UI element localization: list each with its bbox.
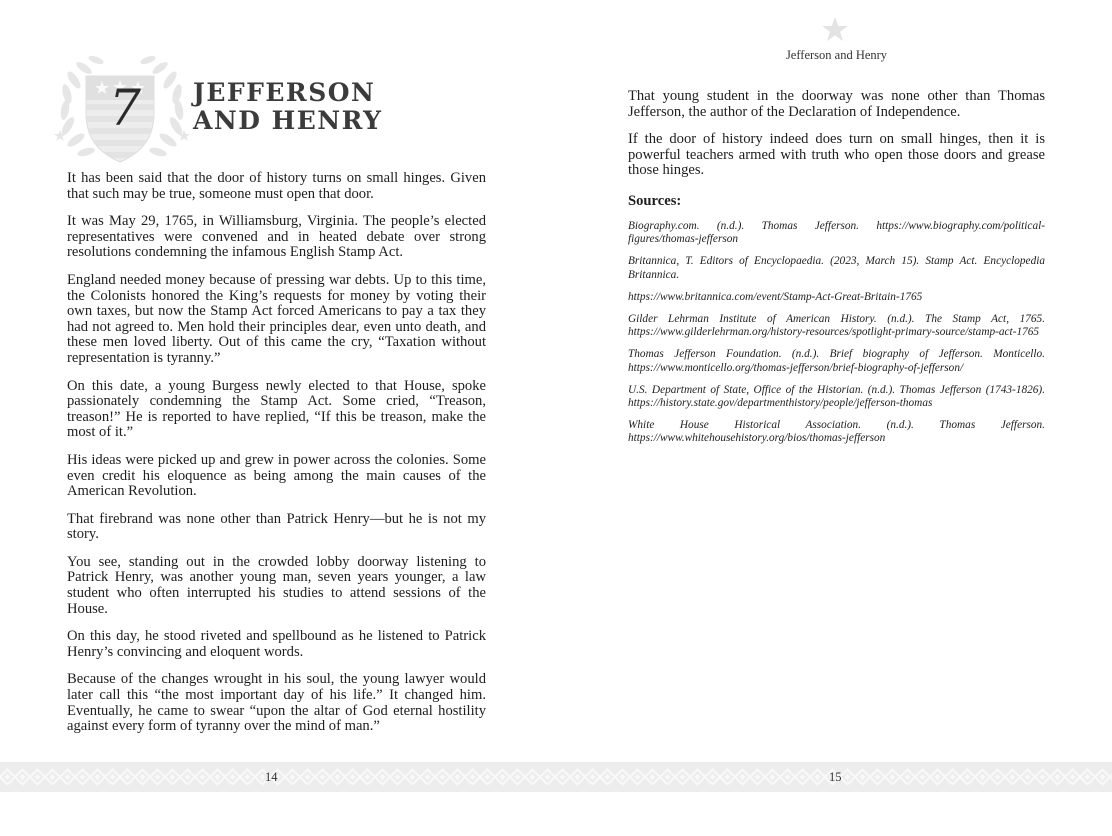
left-paragraph: His ideas were picked up and grew in power across the colonies. Some even credit his eloquence as being among the main causes of the American Revolution.: [67, 451, 486, 500]
source-citation: White House Historical Association. (n.d.). Thomas Jefferson. https://www.whitehousehistory.org/bios/thomas-jefferson: [628, 419, 1045, 445]
source-citation: Gilder Lehrman Institute of American History. (n.d.). The Stamp Act, 1765. https://www.gilderlehrman.org/history-resources/spotlight-primary-source/stamp-act-1765: [628, 312, 1045, 339]
running-header: Jefferson and Henry: [785, 48, 888, 62]
source-citation: https://www.britannica.com/event/Stamp-Act-Great-Britain-1765: [628, 290, 923, 303]
right-paragraph: If the door of history indeed does turn on small hinges, then it is powerful teachers armed with truth who open those doors and grease those hinges.: [628, 131, 1045, 179]
left-paragraph: On this day, he stood riveted and spellbound as he listened to Patrick Henry’s convincing and eloquent words.: [67, 628, 486, 660]
left-paragraph: Because of the changes wrought in his soul, the young lawyer would later call this “the most important day of his life.” It changed him. Eventually, he came to swear “upon the altar of God eternal hostility against every form of tyranny over the mind of man.”: [67, 671, 486, 735]
left-paragraph: You see, standing out in the crowded lobby doorway listening to Patrick Henry, was another young man, seven years younger, a law student who often interrupted his studies to attend sessions of the House.: [67, 553, 486, 617]
chapter-title: JEFFERSON AND HENRY: [193, 78, 383, 135]
source-citation: Britannica, T. Editors of Encyclopaedia. (2023, March 15). Stamp Act. Encyclopedia Britannica.: [628, 255, 1045, 281]
source-citation: Thomas Jefferson Foundation. (n.d.). Brief biography of Jefferson. Monticello. https://www.monticello.org/thomas-jefferson/brief-biography-of-jefferson/: [628, 348, 1045, 374]
page-number-right: 15: [829, 770, 842, 784]
left-page-body: [67, 171, 486, 747]
left-paragraph: It was May 29, 1765, in Williamsburg, Virginia. The people’s elected representatives were convened and in heated debate over strong resolutions condemning the infamous English Stamp Act.: [67, 213, 486, 261]
left-paragraph: On this date, a young Burgess newly elected to that House, spoke passionately condemning the Stamp Act. Some cried, “Treason, treason!” He is reported to have replied, “If this be treason, make the most of it.”: [67, 377, 486, 441]
page-number-left: 14: [265, 770, 278, 784]
left-paragraph: That firebrand was none other than Patrick Henry—but he is not my story.: [67, 510, 486, 543]
chapter-number: 7: [109, 79, 141, 137]
source-citation: U.S. Department of State, Office of the Historian. (n.d.). Thomas Jefferson (1743-1826). https://history.state.gov/departmenthistory/people/jefferson-thomas: [628, 383, 1045, 409]
source-citation: Biography.com. (n.d.). Thomas Jefferson. https://www.biography.com/political-figures/thomas-jefferson: [628, 219, 1045, 246]
star-icon: [821, 16, 849, 44]
left-paragraph: England needed money because of pressing war debts. Up to this time, the Colonists honored the King’s requests for money by voting their own taxes, but now the Stamp Act forced Americans to pay a tax they had not agreed to. Men hold their principles dear, even unto death, and these men loved liberty. Out of this came the cry, “Taxation without representation is tyranny.”: [67, 271, 486, 366]
sources-heading: Sources:: [628, 192, 682, 209]
footer-greek-key-band: [0, 762, 1112, 792]
right-paragraph: That young student in the doorway was none other than Thomas Jefferson, the author of the Declaration of Independence.: [628, 88, 1045, 120]
left-paragraph: It has been said that the door of history turns on small hinges. Given that such may be true, someone must open that door.: [67, 170, 486, 202]
right-page-body: [628, 89, 1045, 455]
